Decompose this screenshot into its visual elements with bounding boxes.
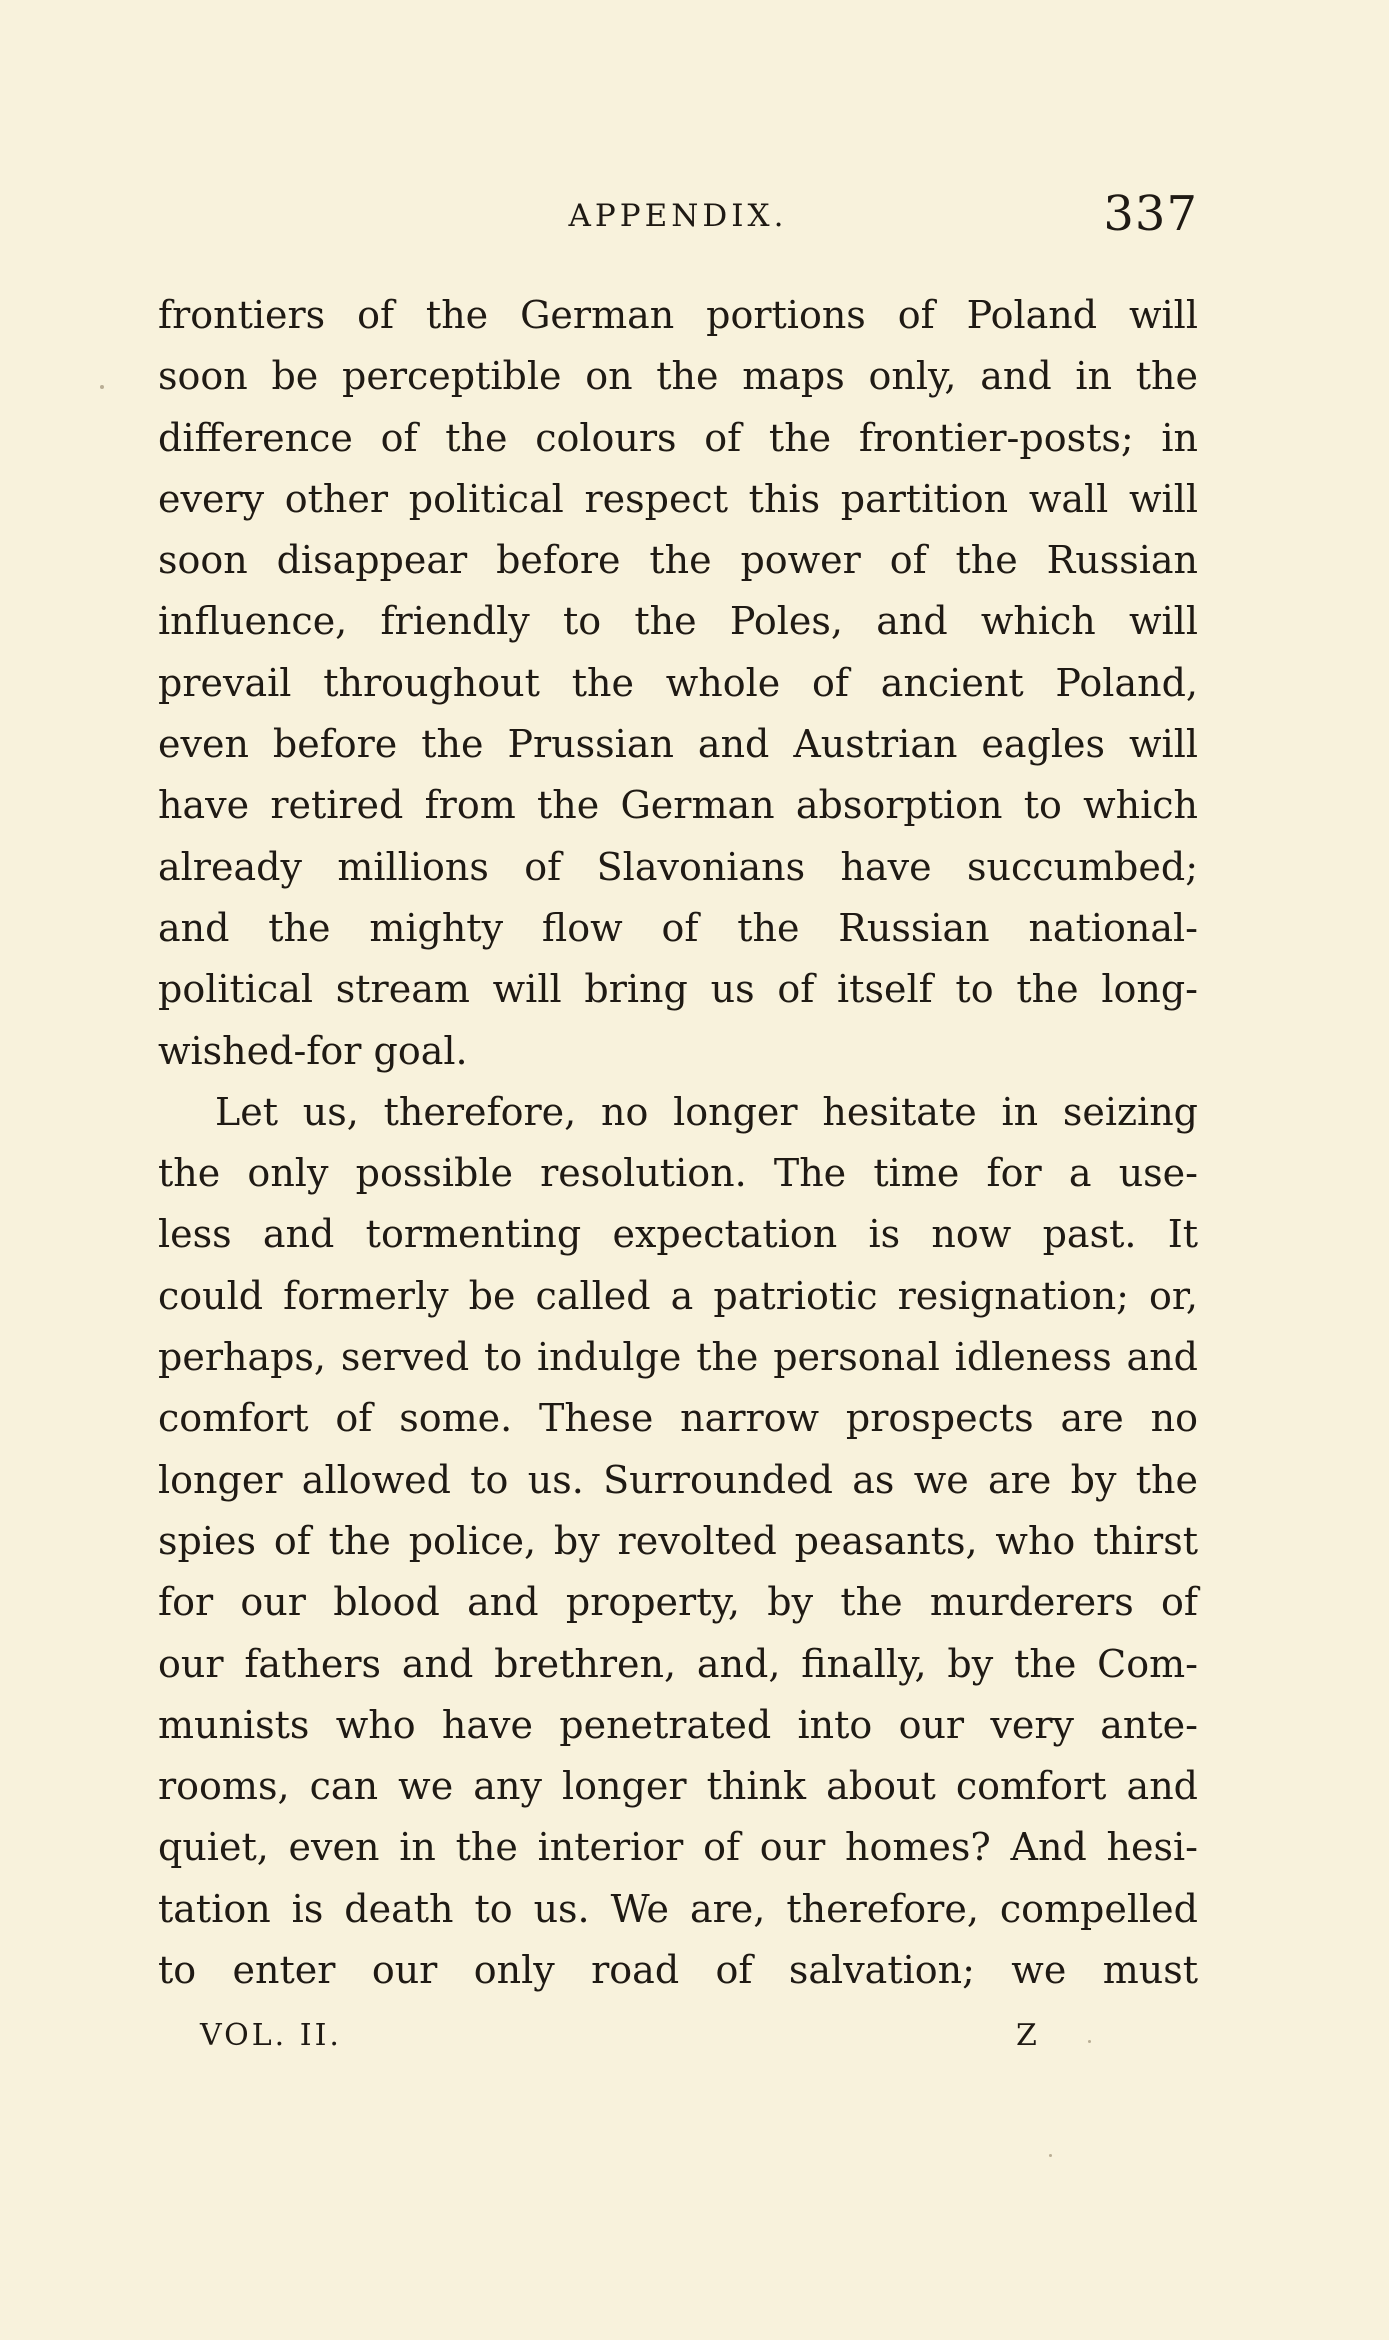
text-line: prevail throughout the whole of ancient Poland,: [158, 660, 1198, 705]
text-line: already millions of Slavonians have succumbed;: [158, 844, 1198, 889]
text-line: and the mighty flow of the Russian national-: [158, 905, 1198, 950]
text-line: for our blood and property, by the murderers of: [158, 1580, 1198, 1625]
text-line: even before the Prussian and Austrian eagles will: [158, 722, 1198, 767]
paper-speck: [1088, 2040, 1091, 2043]
text-line: longer allowed to us. Surrounded as we are by the: [158, 1457, 1198, 1502]
signature-mark: Z: [1016, 2018, 1040, 2053]
text-line: have retired from the German absorption to which: [158, 783, 1198, 828]
text-line: soon disappear before the power of the Russian: [158, 538, 1198, 583]
text-line: political stream will bring us of itself to the long-: [158, 967, 1198, 1012]
paragraph: [158, 285, 1198, 1082]
text-line: the only possible resolution. The time for a use-: [158, 1151, 1198, 1196]
text-line: quiet, even in the interior of our homes? And hesi-: [158, 1825, 1198, 1870]
paper-speck: [100, 385, 104, 389]
text-line: comfort of some. These narrow prospects are no: [158, 1396, 1198, 1441]
text-line: influence, friendly to the Poles, and which will: [158, 599, 1198, 644]
page-footer: [200, 2018, 1040, 2068]
text-line: could formerly be called a patriotic resignation; or,: [158, 1273, 1198, 1318]
text-line: spies of the police, by revolted peasants, who thirst: [158, 1518, 1198, 1563]
text-line: difference of the colours of the frontier-posts; in: [158, 415, 1198, 460]
text-line: frontiers of the German portions of Poland will: [158, 293, 1198, 337]
page-header: [158, 186, 1198, 246]
paragraph: [158, 1082, 1198, 2001]
text-line: soon be perceptible on the maps only, and in the: [158, 354, 1198, 399]
text-line: Let us, therefore, no longer hesitate in seizing: [215, 1089, 1198, 1134]
text-line: perhaps, served to indulge the personal idleness and: [158, 1335, 1198, 1380]
paper-speck: [1049, 2154, 1052, 2157]
text-line: every other political respect this partition wall will: [158, 476, 1198, 521]
text-line: rooms, can we any longer think about comfort and: [158, 1764, 1198, 1809]
text-line: munists who have penetrated into our very ante-: [158, 1702, 1198, 1747]
text-line: tation is death to us. We are, therefore, compelled: [158, 1886, 1198, 1931]
text-line: to enter our only road of salvation; we must: [158, 1948, 1198, 1993]
volume-label: VOL. II.: [200, 2018, 342, 2053]
running-head: APPENDIX.: [568, 198, 788, 234]
text-line: less and tormenting expectation is now past. It: [158, 1212, 1198, 1257]
text-line: wished-for goal.: [158, 1028, 468, 1073]
page-number: 337: [1103, 186, 1198, 242]
body-text: [158, 285, 1198, 2001]
text-line: our fathers and brethren, and, finally, by the Com-: [158, 1641, 1198, 1686]
